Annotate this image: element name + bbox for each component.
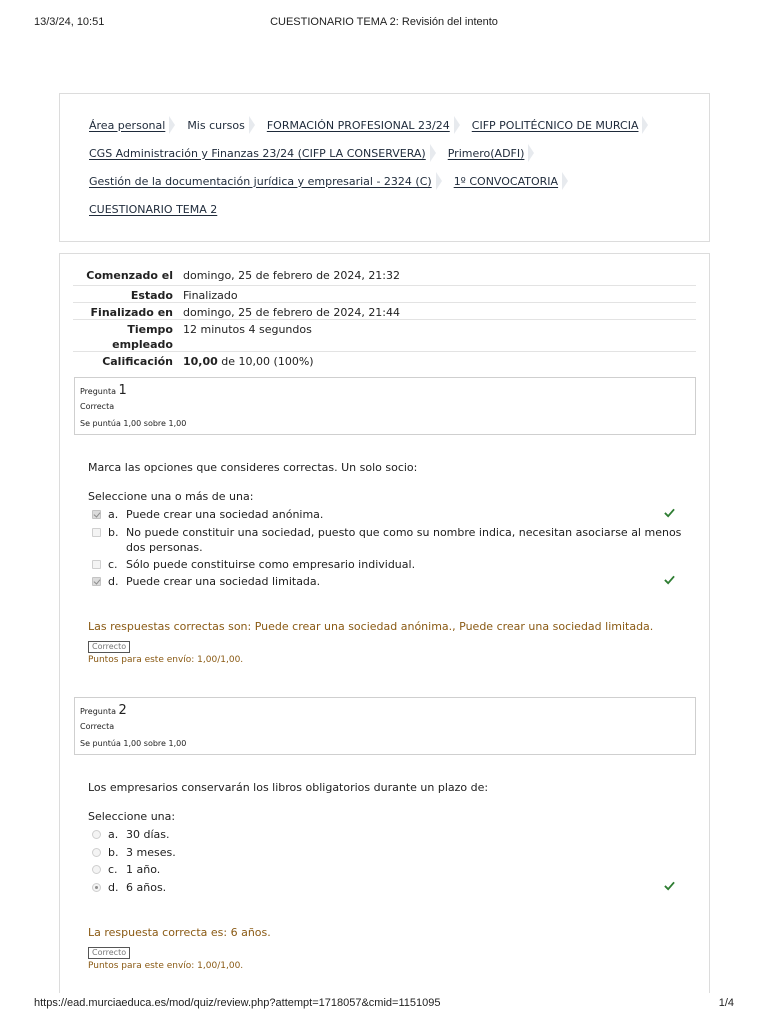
breadcrumb-separator-icon [169,116,175,134]
question-state: Correcta [80,402,115,411]
breadcrumb-row-2 [89,144,546,162]
option-1a[interactable] [92,507,692,522]
breadcrumb-area-personal[interactable]: Área personal [89,118,166,132]
breadcrumb-separator-icon [642,116,648,134]
breadcrumb-row-4 [89,200,217,218]
option-1b[interactable] [92,525,692,555]
option-letter: b. [108,846,119,859]
radio-icon[interactable] [92,848,101,857]
summary-label: empleado [112,338,173,351]
breadcrumb-mis-cursos[interactable]: Mis cursos [187,118,245,132]
radio-selected-icon[interactable] [92,883,101,892]
question-info-1 [74,377,696,435]
question-number [80,703,127,718]
correct-badge-1: Correcto [88,641,130,653]
breadcrumb-cifp-politecnico[interactable]: CIFP POLITÉCNICO DE MURCIA [471,118,639,132]
breadcrumb-separator-icon [562,172,568,190]
summary-value [183,354,314,369]
question-prompt-1: Seleccione una o más de una: [88,490,254,503]
print-footer [34,997,734,1011]
breadcrumb-gestion-documentacion[interactable]: Gestión de la documentación jurídica y empresarial - 2324 (C) [89,174,432,188]
correct-check-icon [664,507,675,518]
option-2b[interactable] [92,845,692,860]
points-2: Puntos para este envío: 1,00/1,00. [88,961,244,971]
checkbox-icon[interactable] [92,560,101,569]
question-text-1: Marca las opciones que consideres correctas. Un solo socio: [88,461,418,474]
option-1c[interactable] [92,557,692,572]
breadcrumb-row-3 [89,172,580,190]
option-letter: a. [108,508,119,521]
grade-rest: de 10,00 (100%) [221,355,314,368]
feedback-2: La respuesta correcta es: 6 años. [88,926,271,939]
option-letter: a. [108,828,119,841]
breadcrumb-separator-icon [249,116,255,134]
option-letter: d. [108,575,119,588]
summary-label: Calificación [102,355,173,368]
breadcrumb-row-1 [89,116,660,134]
print-url: https://ead.murciaeduca.es/mod/quiz/review.php?attempt=1718057&cmid=1151095 [34,997,441,1009]
correct-check-icon [664,574,675,585]
question-label: Pregunta [80,387,116,396]
breadcrumb-convocatoria[interactable]: 1º CONVOCATORIA [453,174,559,188]
print-header [34,16,734,30]
option-text: 3 meses. [126,846,176,859]
summary-value: domingo, 25 de febrero de 2024, 21:32 [183,269,401,282]
option-letter: d. [108,881,119,894]
breadcrumb-formacion-profesional[interactable]: FORMACIÓN PROFESIONAL 23/24 [266,118,450,132]
option-text: No puede constituir una sociedad, puesto que como su nombre indica, necesitan asociarse al menos dos personas. [126,526,682,554]
option-2c[interactable] [92,862,692,877]
points-1: Puntos para este envío: 1,00/1,00. [88,655,244,665]
option-text: Puede crear una sociedad limitada. [126,575,321,588]
summary-label: Finalizado en [90,306,173,319]
summary-row-grade [73,352,696,370]
summary-value: 12 minutos 4 segundos [183,323,312,336]
summary-label: Estado [130,289,173,302]
breadcrumb-separator-icon [430,144,436,162]
question-number [80,383,127,398]
summary-row-time [73,320,696,352]
summary-value: domingo, 25 de febrero de 2024, 21:44 [183,306,401,319]
summary-value: Finalizado [183,289,238,302]
breadcrumb-primero[interactable]: Primero(ADFI) [447,146,525,160]
breadcrumb-separator-icon [528,144,534,162]
question-grade: Se puntúa 1,00 sobre 1,00 [80,419,187,428]
option-text: 1 año. [126,863,161,876]
breadcrumb-separator-icon [454,116,460,134]
summary-row-finished [73,303,696,320]
grade-score: 10,00 [183,355,218,368]
question-state: Correcta [80,722,115,731]
summary-row-started [73,268,696,286]
option-letter: b. [108,526,119,539]
option-letter: c. [108,558,118,571]
question-prompt-2: Seleccione una: [88,810,176,823]
checkbox-checked-icon[interactable] [92,510,101,519]
breadcrumb-cuestionario[interactable]: CUESTIONARIO TEMA 2 [89,202,218,216]
option-text: Sólo puede constituirse como empresario individual. [126,558,416,571]
question-number-value: 2 [118,703,127,718]
breadcrumb-separator-icon [436,172,442,190]
summary-label: Tiempo [127,323,173,336]
checkbox-checked-icon[interactable] [92,577,101,586]
print-title: CUESTIONARIO TEMA 2: Revisión del intento [270,16,498,28]
print-page-number: 1/4 [718,997,734,1009]
question-grade: Se puntúa 1,00 sobre 1,00 [80,739,187,748]
breadcrumb-cgs-administracion[interactable]: CGS Administración y Finanzas 23/24 (CIFP LA CONSERVERA) [89,146,426,160]
checkbox-icon[interactable] [92,528,101,537]
print-date: 13/3/24, 10:51 [34,16,105,28]
question-label: Pregunta [80,707,116,716]
option-2a[interactable] [92,827,692,842]
feedback-1: Las respuestas correctas son: Puede crear una sociedad anónima., Puede crear una sociedad limitada. [88,620,654,633]
summary-label: Comenzado el [86,269,173,282]
radio-icon[interactable] [92,865,101,874]
radio-icon[interactable] [92,830,101,839]
summary-row-state [73,286,696,303]
option-letter: c. [108,863,118,876]
question-text-2: Los empresarios conservarán los libros obligatorios durante un plazo de: [88,781,489,794]
option-text: 30 días. [126,828,170,841]
option-1d[interactable] [92,574,692,589]
question-info-2 [74,697,696,755]
option-2d[interactable] [92,880,692,895]
option-text: Puede crear una sociedad anónima. [126,508,324,521]
question-number-value: 1 [118,383,127,398]
option-text: 6 años. [126,881,167,894]
attempt-summary [73,266,696,370]
correct-badge-2: Correcto [88,947,130,959]
correct-check-icon [664,880,675,891]
